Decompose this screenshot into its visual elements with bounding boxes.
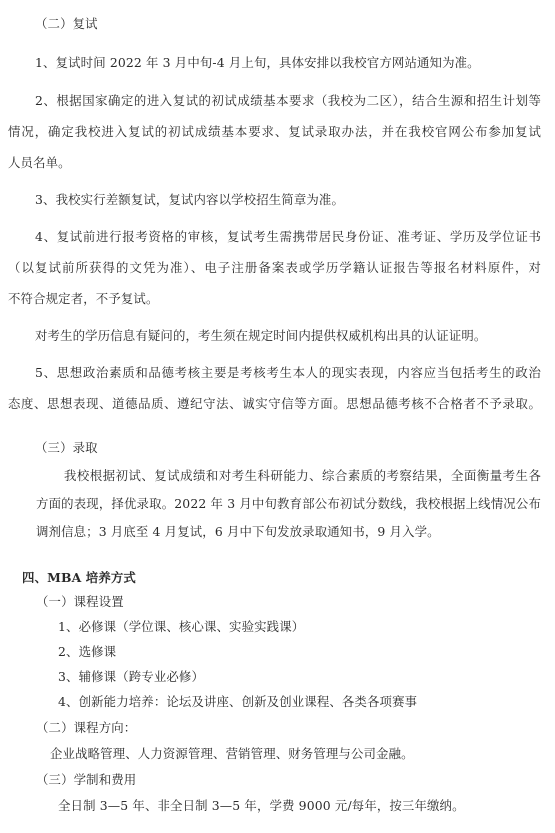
course-item: 2、选修课 bbox=[58, 644, 117, 659]
retest-item-5-line-1: 5、思想政治素质和品德考核主要是考核考生本人的现实表现，内容应当包括考生的政治 bbox=[35, 365, 541, 380]
retest-item-2-line-3: 人员名单。 bbox=[8, 155, 71, 170]
retest-item-1: 1、复试时间 2022 年 3 月中旬-4 月上旬，具体安排以我校官方网站通知为准。 bbox=[35, 55, 480, 70]
admission-line-3: 调剂信息；3 月底至 4 月复试，6 月中下旬发放录取通知书，9 月入学。 bbox=[36, 524, 440, 539]
mba-heading: 四、MBA 培养方式 bbox=[22, 570, 136, 585]
section-heading-admission: （三）录取 bbox=[35, 440, 98, 455]
retest-item-4-line-1: 4、复试前进行报考资格的审核，复试考生需携带居民身份证、准考证、学历及学位证书 bbox=[35, 229, 541, 244]
retest-item-2-line-2: 情况，确定我校进入复试的初试成绩基本要求、复试录取办法，并在我校官网公布参加复试 bbox=[8, 124, 541, 139]
retest-item-5-line-2: 态度、思想表现、道德品质、遵纪守法、诚实守信等方面。思想品德考核不合格者不予录取。 bbox=[8, 396, 541, 411]
course-item: 3、辅修课（跨专业必修） bbox=[58, 669, 204, 684]
course-setup-heading: （一）课程设置 bbox=[36, 594, 124, 609]
retest-item-4-line-2: （以复试前所获得的文凭为准）、电子注册备案表或学历学籍认证报告等报名材料原件，对 bbox=[8, 260, 541, 275]
retest-item-3: 3、我校实行差额复试，复试内容以学校招生简章为准。 bbox=[35, 192, 345, 207]
course-item: 1、必修课（学位课、核心课、实验实践课） bbox=[58, 619, 305, 634]
system-fee-text: 全日制 3—5 年、非全日制 3—5 年，学费 9000 元/每年，按三年缴纳。 bbox=[58, 798, 465, 813]
retest-item-2-line-1: 2、根据国家确定的进入复试的初试成绩基本要求（我校为二区），结合生源和招生计划等 bbox=[35, 93, 541, 108]
certification-note: 对考生的学历信息有疑问的，考生须在规定时间内提供权威机构出具的认证证明。 bbox=[35, 328, 487, 343]
system-fee-heading: （三）学制和费用 bbox=[36, 772, 137, 787]
admission-line-2: 方面的表现，择优录取。2022 年 3 月中旬教育部公布初试分数线，我校根据上线情况公布 bbox=[36, 496, 541, 511]
course-direction-heading: （二）课程方向： bbox=[36, 720, 137, 735]
course-item: 4、创新能力培养：论坛及讲座、创新及创业课程、各类各项赛事 bbox=[58, 694, 418, 709]
course-direction-text: 企业战略管理、人力资源管理、营销管理、财务管理与公司金融。 bbox=[50, 746, 414, 761]
admission-line-1: 我校根据初试、复试成绩和对考生科研能力、综合素质的考察结果，全面衡量考生各 bbox=[64, 468, 541, 483]
retest-item-4-line-3: 不符合规定者，不予复试。 bbox=[8, 291, 159, 306]
section-heading-retest: （二）复试 bbox=[35, 16, 98, 31]
